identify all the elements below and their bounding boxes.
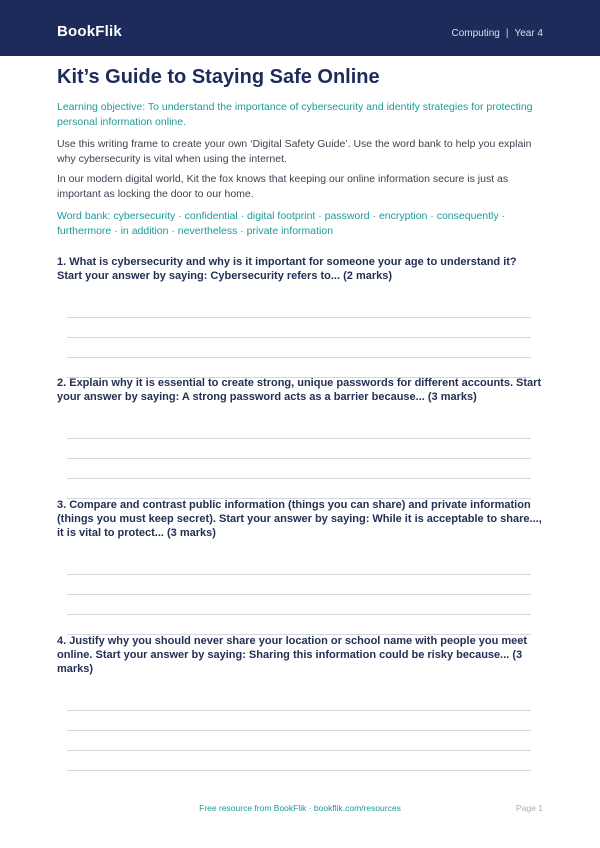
year-label: Year 4 — [514, 28, 543, 39]
answer-line[interactable] — [67, 478, 531, 479]
question-4: 4. Justify why you should never share your location or school name with people you meet online. Start your answer by saying: Sharing this information could be risky because... (3 marks) — [57, 635, 528, 675]
subject-label: Computing — [451, 28, 500, 39]
question-3: 3. Compare and contrast public information (things you can share) and private information (things you must keep secret). Start your answer by saying: While it is acceptable to share..., it is vital to protect... (3 marks) — [57, 499, 542, 539]
answer-line[interactable] — [67, 574, 531, 575]
word-bank: Word bank: cybersecurity · confidential · digital footprint · password · encryption · consequently · furthermore · in addition · nevertheless · private information — [57, 210, 506, 237]
page-header — [0, 0, 600, 56]
answer-line[interactable] — [67, 337, 531, 338]
answer-line[interactable] — [67, 710, 531, 711]
answer-line[interactable] — [67, 770, 531, 771]
answer-line[interactable] — [67, 614, 531, 615]
learning-objective: Learning objective: To understand the importance of cybersecurity and identify strategies for protecting personal information online. — [57, 101, 533, 128]
intro-text: In our modern digital world, Kit the fox knows that keeping our online information secure is just as important as locking the door to our home. — [57, 173, 509, 200]
page-title: Kit’s Guide to Staying Safe Online — [57, 66, 380, 88]
answer-line[interactable] — [67, 750, 531, 751]
page-number: Page 1 — [516, 803, 543, 813]
instructions-text: Use this writing frame to create your own ‘Digital Safety Guide’. Use the word bank to help you explain why cybersecurity is vital when using the internet. — [57, 138, 532, 165]
answer-line[interactable] — [67, 730, 531, 731]
answer-line[interactable] — [67, 438, 531, 439]
subject-breadcrumb — [451, 28, 543, 39]
answer-line[interactable] — [67, 357, 531, 358]
question-2: 2. Explain why it is essential to create strong, unique passwords for different accounts. Start your answer by saying: A strong password acts as a barrier because... (3 marks) — [57, 377, 542, 403]
footer-resource-link[interactable]: Free resource from BookFlik · bookflik.com/resources — [199, 803, 401, 813]
answer-line[interactable] — [67, 594, 531, 595]
answer-line[interactable] — [67, 317, 531, 318]
breadcrumb-separator: | — [505, 28, 509, 39]
answer-line[interactable] — [67, 458, 531, 459]
question-1: 1. What is cybersecurity and why is it important for someone your age to understand it? Start your answer by saying: Cybersecurity refers to... (2 marks) — [57, 256, 517, 282]
brand-logo-text[interactable]: BookFlik — [57, 23, 122, 40]
